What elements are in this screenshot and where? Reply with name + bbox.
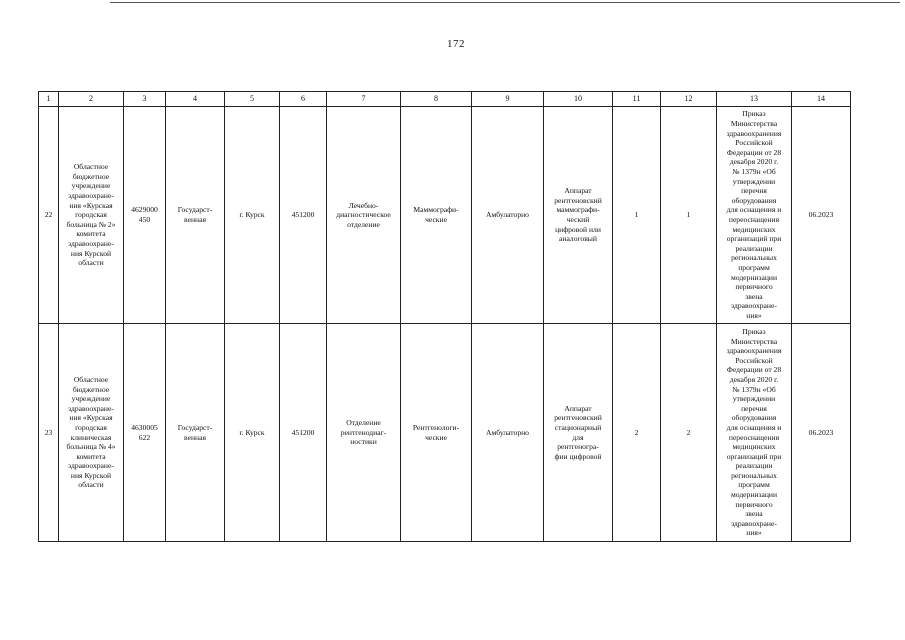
institution-code: 4630005 622 — [131, 422, 158, 442]
page-number: 172 — [447, 38, 465, 50]
top-rule — [110, 2, 900, 3]
column-number: 13 — [717, 92, 792, 107]
postal-code: 451200 — [291, 210, 315, 220]
deadline-date: 06.2023 — [808, 427, 834, 437]
column-number: 3 — [124, 92, 166, 107]
column-number: 14 — [792, 92, 851, 107]
care-type: Амбулаторно — [486, 210, 529, 220]
column-number: 10 — [544, 92, 613, 107]
department: Отделение рентгенодиаг- ностики — [340, 418, 387, 447]
institution-name: Областное бюджетное учреждение здравоохране- ния «Курская городская клиническая больница № 4» комитета здравоохране- ния Курской области — [66, 374, 116, 490]
table-row — [39, 324, 851, 542]
column-number: 7 — [327, 92, 401, 107]
city: г. Курск — [239, 427, 265, 437]
equipment-category: Рентгенологи- ческие — [412, 422, 460, 442]
regulatory-order: Приказ Министерства здравоохранения Российской Федерации от 28 декабря 2020 г. № 1379н «Об утверждении перечня оборудования для оснащения и переоснащения медицинских организаций при реализации региональных программ модернизации первичного звена здравоохране- ния» — [726, 109, 782, 320]
institution-name: Областное бюджетное учреждение здравоохране- ния «Курская городская больница № 2» комитета здравоохране- ния Курской области — [66, 162, 116, 268]
equipment-table — [38, 91, 851, 542]
ownership-type: Государст- венная — [177, 205, 213, 224]
quantity: 1 — [634, 210, 639, 220]
column-number: 11 — [613, 92, 661, 107]
column-number: 6 — [280, 92, 327, 107]
column-number: 9 — [472, 92, 544, 107]
equipment-category: Маммографи- ческие — [413, 205, 459, 224]
city: г. Курск — [239, 210, 265, 220]
department: Лечебно- диагностическое отделение — [336, 200, 391, 229]
equipment-name: Аппарат рентгеновский стационарный для рентгеногра- фии цифровой — [554, 403, 602, 461]
row-number: 22 — [44, 210, 53, 220]
ownership-type: Государст- венная — [177, 422, 213, 442]
quantity: 2 — [686, 427, 691, 437]
quantity: 1 — [686, 210, 691, 220]
postal-code: 451200 — [291, 427, 315, 437]
column-number-row — [39, 92, 851, 107]
care-type: Амбулаторно — [486, 427, 529, 437]
column-number: 5 — [225, 92, 280, 107]
column-number: 2 — [59, 92, 124, 107]
column-number: 12 — [661, 92, 717, 107]
quantity: 2 — [634, 427, 639, 437]
column-number: 8 — [401, 92, 472, 107]
regulatory-order: Приказ Министерства здравоохранения Российской Федерации от 28 декабря 2020 г. № 1379н «Об утверждении перечня оборудования для оснащения и переоснащения медицинских организаций при реализации региональных программ модернизации первичного звена здравоохране- ния» — [726, 326, 782, 538]
row-number: 23 — [44, 427, 53, 437]
deadline-date: 06.2023 — [808, 210, 834, 220]
table-row — [39, 107, 851, 324]
column-number: 1 — [39, 92, 59, 107]
institution-code: 4629000 450 — [131, 205, 158, 224]
column-number: 4 — [166, 92, 225, 107]
equipment-name: Аппарат рентгеновский маммографи- ческий цифровой или аналоговый — [554, 186, 602, 244]
